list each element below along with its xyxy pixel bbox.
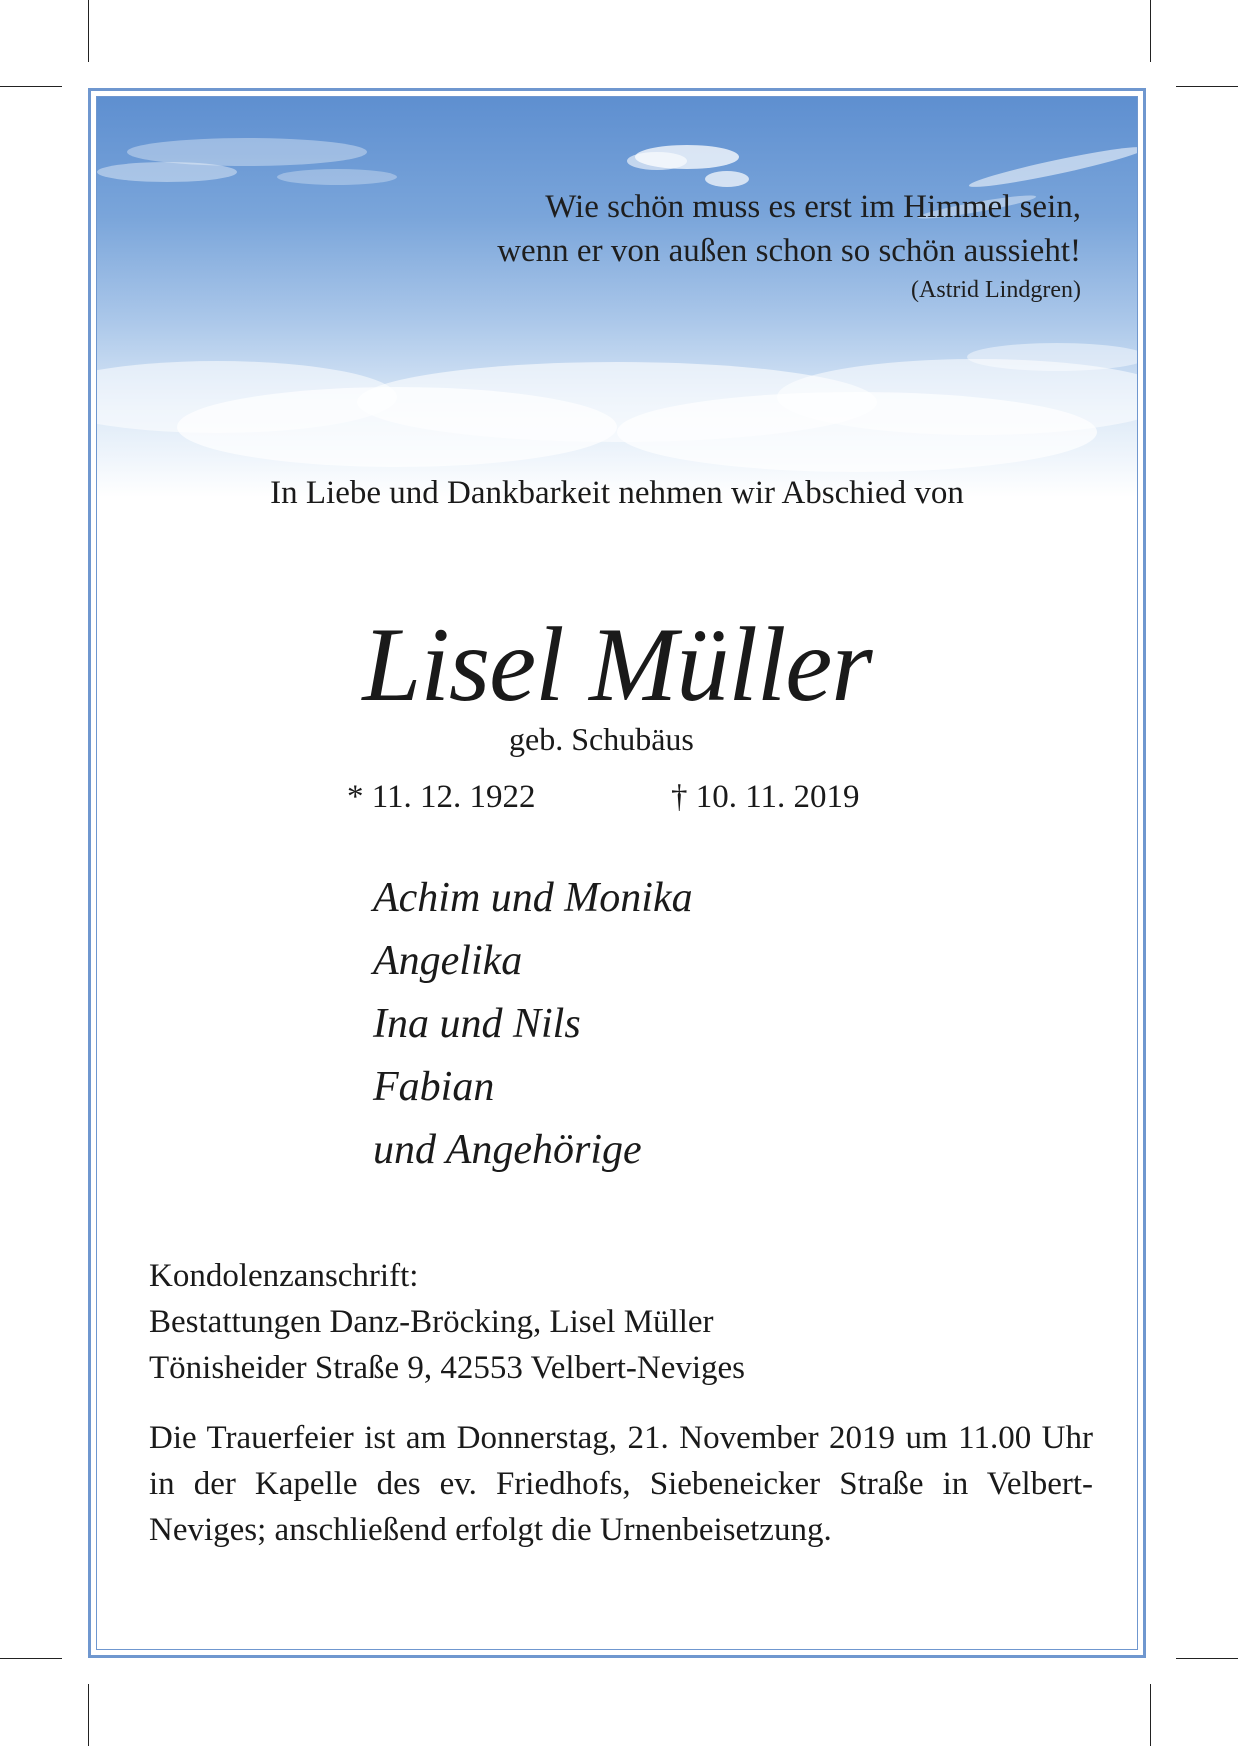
condolence-line: Bestattungen Danz-Bröcking, Lisel Müller (149, 1304, 714, 1340)
crop-mark (88, 1684, 89, 1746)
condolence-label: Kondolenzanschrift: (149, 1258, 419, 1294)
intro-text: In Liebe und Dankbarkeit nehmen wir Abschied von (270, 475, 964, 511)
crop-mark (1176, 1658, 1238, 1659)
mourner: Ina und Nils (373, 1001, 581, 1047)
quote (497, 185, 1081, 307)
crop-mark (1176, 86, 1238, 87)
condolence-line: Tönisheider Straße 9, 42553 Velbert-Neviges (149, 1350, 745, 1386)
crop-mark (0, 86, 62, 87)
mourner: Achim und Monika (373, 875, 693, 921)
maiden-name: geb. Schubäus (509, 721, 694, 757)
mourner: und Angehörige (373, 1127, 642, 1173)
funeral-service-text: Die Trauerfeier ist am Donnerstag, 21. November 2019 um 11.00 Uhr in der Kapelle des ev. Friedhofs, Siebeneicker Straße in Velbert-Neviges; anschließend erfolgt die Urnenbeisetzung. (149, 1420, 1093, 1548)
crop-mark (88, 0, 89, 62)
crop-mark (0, 1658, 62, 1659)
deceased-name: Lisel Müller (362, 606, 872, 723)
quote-author: (Astrid Lindgren) (911, 277, 1081, 303)
crop-mark (1150, 0, 1151, 62)
mourner: Fabian (373, 1064, 495, 1110)
condolence-address (149, 1253, 745, 1391)
mourners-list (373, 867, 693, 1182)
crop-mark (1150, 1684, 1151, 1746)
quote-line: wenn er von außen schon so schön aussieht! (497, 233, 1081, 269)
mourner: Angelika (373, 938, 523, 984)
quote-line: Wie schön muss es erst im Himmel sein, (545, 189, 1081, 225)
obituary-card (96, 96, 1138, 1650)
birth-date: * 11. 12. 1922 (347, 779, 536, 815)
death-date: † 10. 11. 2019 (671, 779, 860, 815)
